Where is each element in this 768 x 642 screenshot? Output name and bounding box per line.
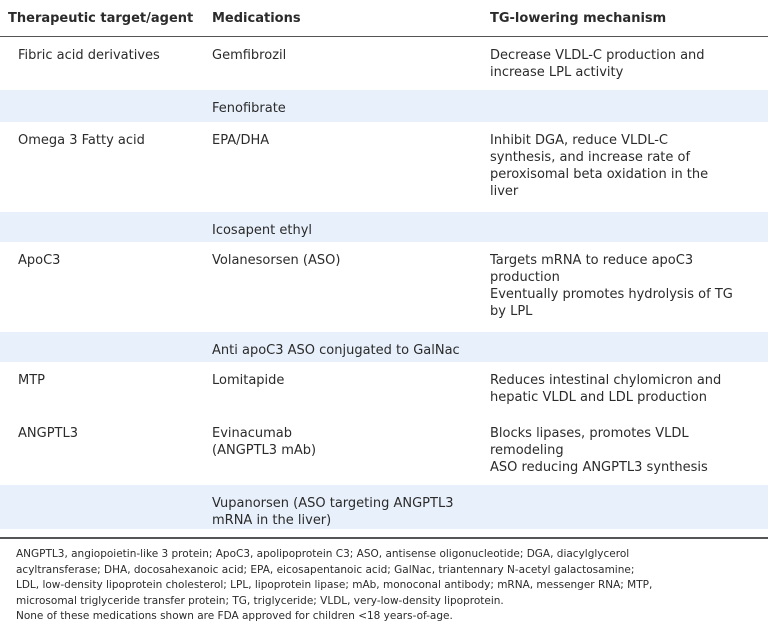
medication-cell-line: mRNA in the liver) — [212, 512, 332, 528]
table-row — [0, 122, 768, 212]
mechanism-cell-line: Eventually promotes hydrolysis of TG — [490, 286, 733, 302]
target-cell — [0, 37, 202, 90]
mechanism-cell-line: Inhibit DGA, reduce VLDL-C — [490, 132, 669, 148]
table-row — [0, 212, 768, 242]
footnote — [0, 537, 768, 642]
mechanism-cell — [480, 415, 768, 485]
mechanism-cell — [480, 212, 768, 242]
mechanism-cell-line: increase LPL activity — [490, 65, 624, 80]
table-row — [0, 242, 768, 332]
target-cell — [0, 122, 202, 212]
medication-cell-text: EPA/DHA — [212, 132, 270, 148]
table-row — [0, 332, 768, 362]
medication-cell — [202, 90, 480, 122]
table-row — [0, 415, 768, 485]
target-cell — [0, 332, 202, 362]
medication-cell — [202, 242, 480, 332]
footnote-line: microsomal triglyceride transfer protein; TG, triglyceride; VLDL, very-low-density lipoprotein. — [16, 594, 504, 607]
target-cell — [0, 485, 202, 529]
target-cell — [0, 212, 202, 242]
target-cell — [0, 362, 202, 415]
medication-cell — [202, 37, 480, 90]
target-cell-text: Fibric acid derivatives — [18, 48, 160, 63]
medication-cell — [202, 332, 480, 362]
table-row — [0, 90, 768, 122]
footnote-line: None of these medications shown are FDA approved for children <18 years-of-age. — [16, 610, 453, 622]
table-row — [0, 37, 768, 90]
mechanism-cell-line: by LPL — [490, 303, 533, 319]
header-row — [0, 0, 768, 37]
header-target: Therapeutic target/agent — [0, 0, 202, 37]
target-cell — [0, 415, 202, 485]
table-body — [0, 37, 768, 529]
mechanism-cell — [480, 362, 768, 415]
target-cell — [0, 242, 202, 332]
mechanism-cell — [480, 485, 768, 529]
medication-cell — [202, 415, 480, 485]
medication-cell-text: Lomitapide — [212, 372, 285, 388]
medication-cell — [202, 122, 480, 212]
target-cell-text: MTP — [18, 372, 45, 388]
target-cell-text: Omega 3 Fatty acid — [18, 132, 145, 148]
table-row — [0, 485, 768, 529]
header-medications: Medications — [202, 0, 480, 37]
medication-cell — [202, 485, 480, 529]
mechanism-cell-line: ASO reducing ANGPTL3 synthesis — [490, 459, 708, 475]
table-row — [0, 362, 768, 415]
medication-cell-text: Anti apoC3 ASO conjugated to GalNac — [212, 342, 460, 358]
mechanism-cell-line: hepatic VLDL and LDL production — [490, 389, 707, 405]
mechanism-cell-line: peroxisomal beta oxidation in the — [490, 166, 709, 182]
mechanism-cell-line: Reduces intestinal chylomicron and — [490, 372, 722, 388]
header-mechanism: TG-lowering mechanism — [480, 0, 768, 37]
medication-cell — [202, 362, 480, 415]
mechanism-cell-line: Targets mRNA to reduce apoC3 — [490, 252, 694, 268]
mechanism-cell — [480, 37, 768, 90]
mechanism-cell-line: production — [490, 269, 560, 285]
mechanism-cell — [480, 122, 768, 212]
mechanism-cell-line: liver — [490, 183, 519, 199]
target-cell-text: ApoC3 — [18, 252, 61, 268]
mechanism-cell-line: Blocks lipases, promotes VLDL — [490, 425, 689, 441]
target-cell-text: ANGPTL3 — [18, 425, 78, 441]
medication-cell-text: Fenofibrate — [212, 100, 286, 116]
mechanism-cell — [480, 90, 768, 122]
medication-cell-text: Volanesorsen (ASO) — [212, 252, 341, 268]
medication-cell-text: Icosapent ethyl — [212, 222, 313, 238]
mechanism-cell-line: Decrease VLDL-C production and — [490, 48, 705, 63]
mechanism-cell — [480, 242, 768, 332]
mechanism-cell — [480, 332, 768, 362]
medication-cell-text: Gemfibrozil — [212, 48, 287, 63]
medication-cell-line: Vupanorsen (ASO targeting ANGPTL3 — [212, 495, 454, 511]
medication-cell — [202, 212, 480, 242]
mechanism-cell-line: remodeling — [490, 442, 564, 458]
target-cell — [0, 90, 202, 122]
footnote-line: ANGPTL3, angiopoietin-like 3 protein; ApoC3, apolipoprotein C3; ASO, antisense oligonucleotide; DGA, diacylglycerol — [16, 548, 630, 560]
footnote-line: acyltransferase; DHA, docosahexanoic acid; EPA, eicosapentanoic acid; GalNac, triantennary N-acetyl galactosamine; — [16, 563, 635, 576]
medication-cell-line: (ANGPTL3 mAb) — [212, 442, 317, 458]
table-header — [0, 0, 768, 37]
footnote-line: LDL, low-density lipoprotein cholesterol; LPL, lipoprotein lipase; mAb, monoconal antibody; mRNA, messenger RNA; MTP, — [16, 579, 653, 591]
medication-cell-line: Evinacumab — [212, 425, 292, 441]
mechanism-cell-line: synthesis, and increase rate of — [490, 149, 691, 165]
